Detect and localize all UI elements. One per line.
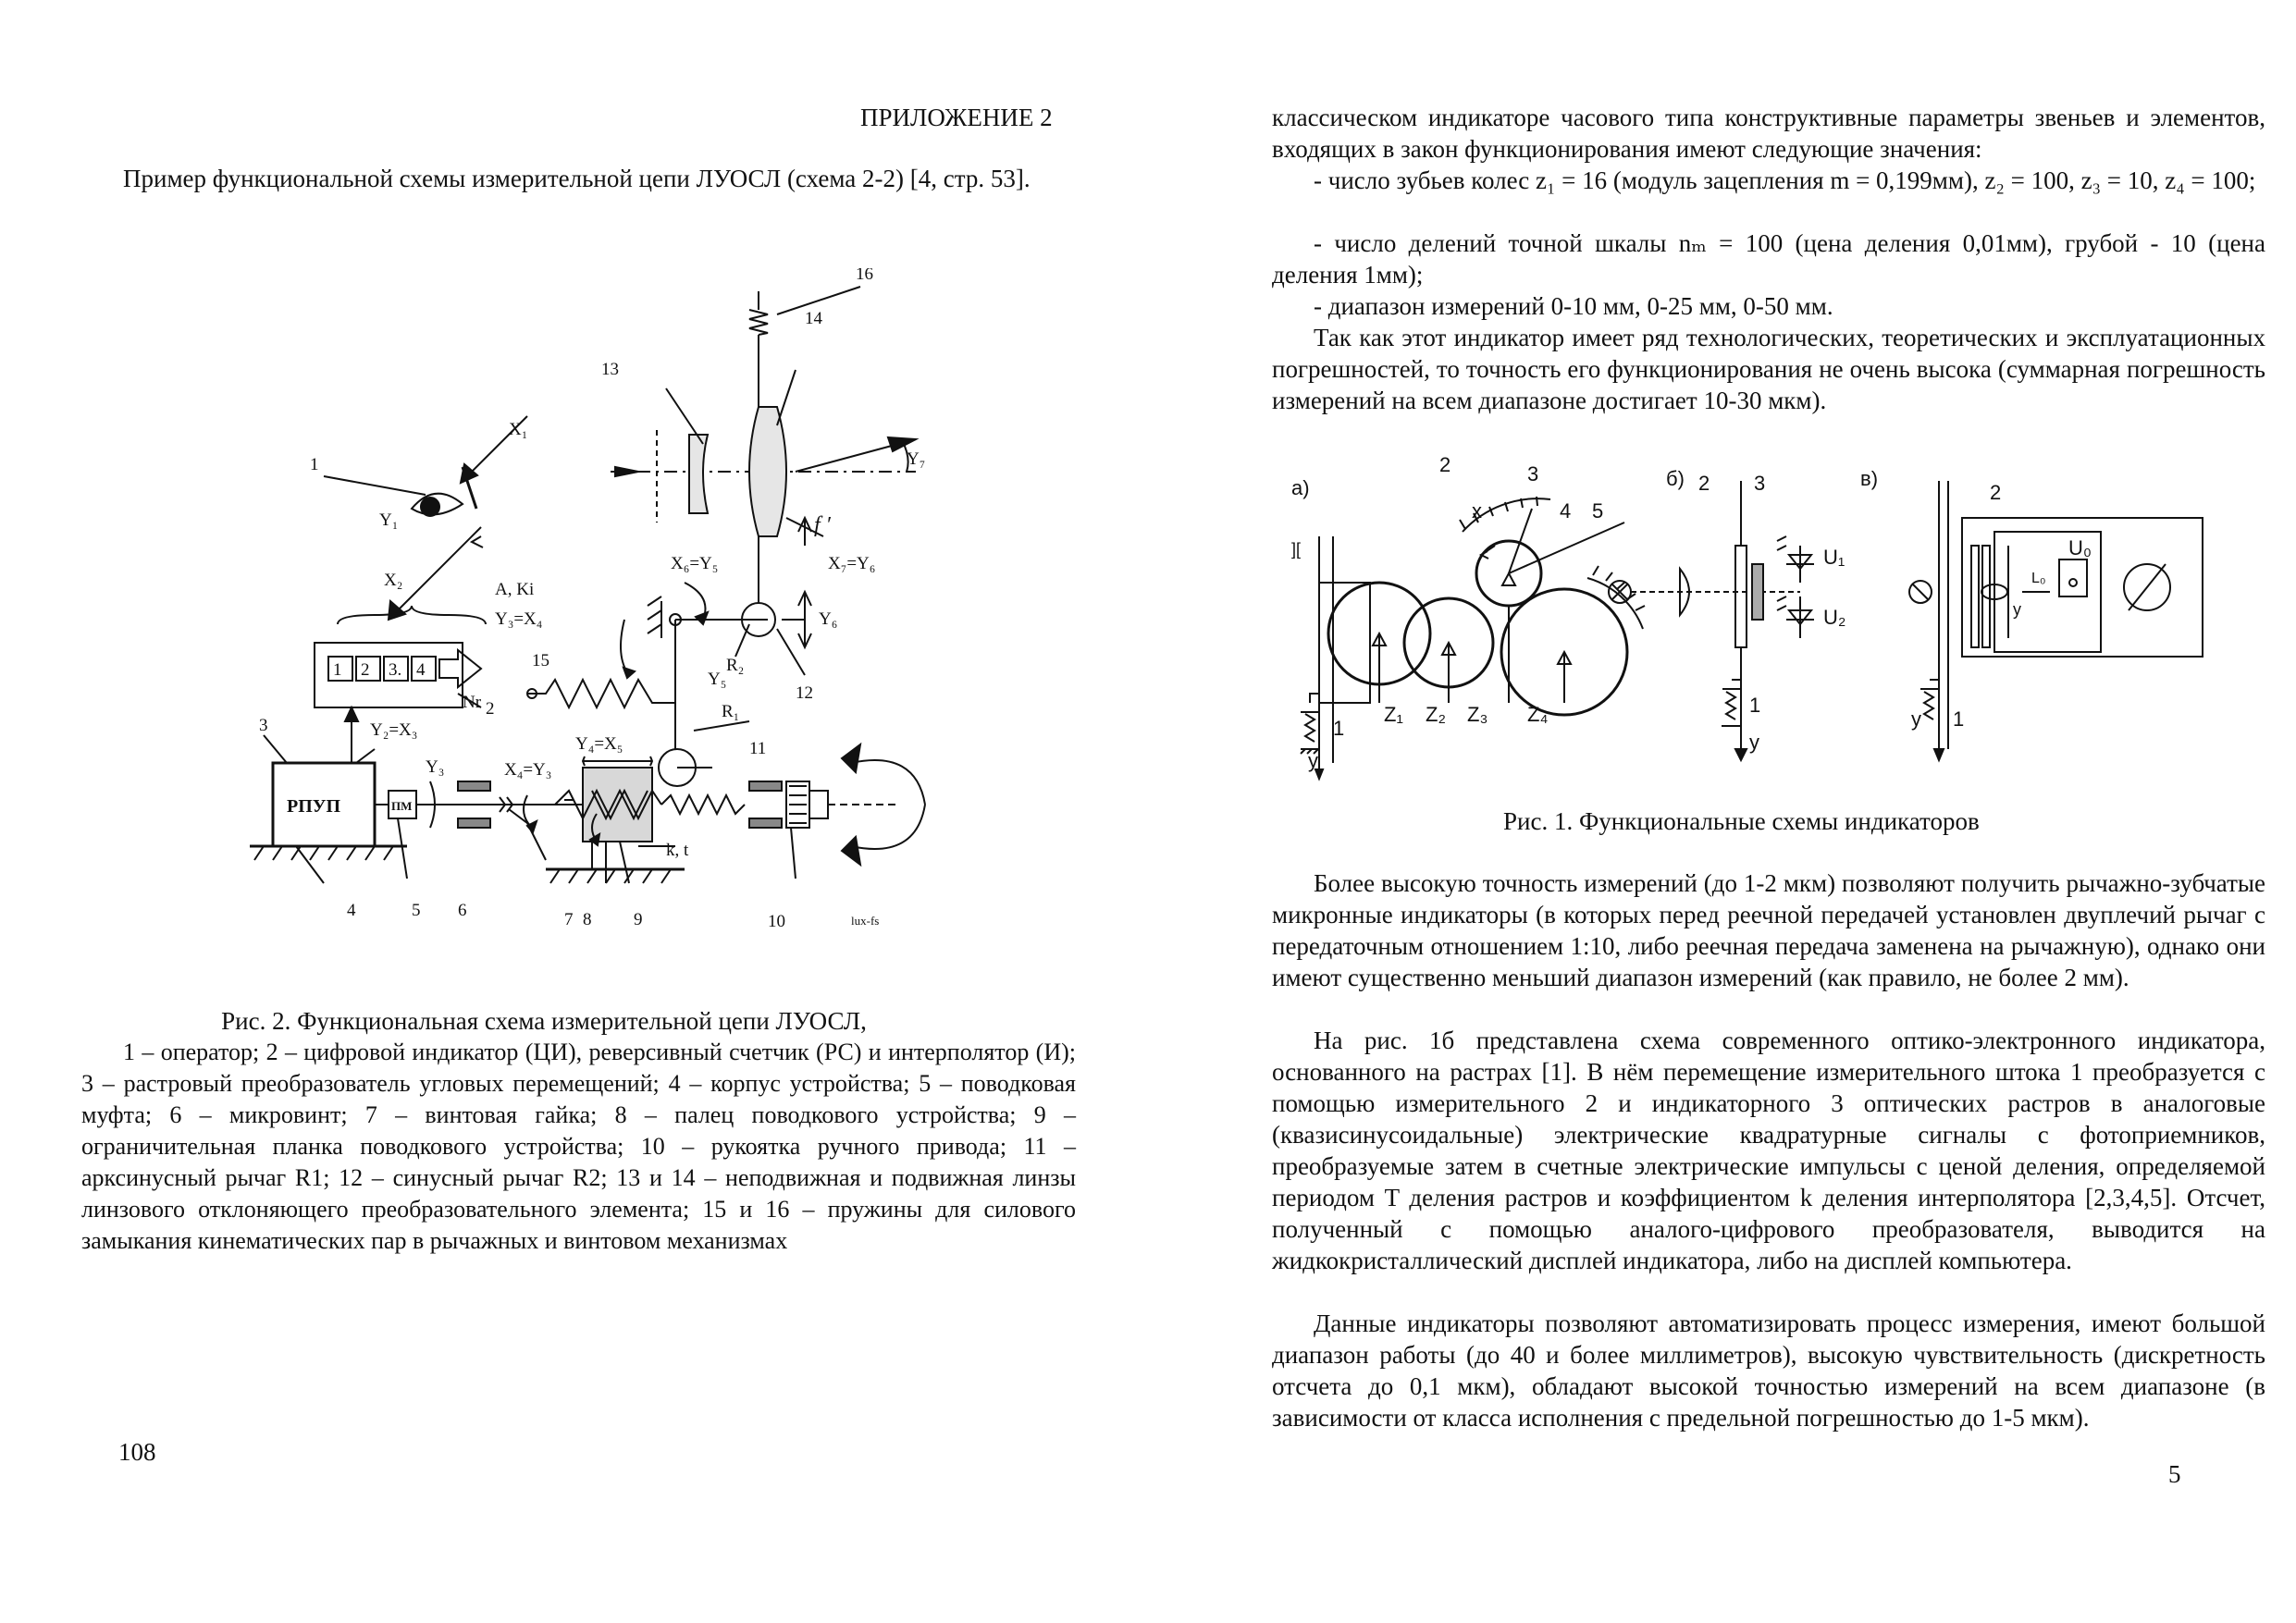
list-item-range: - диапазон измерений 0-10 мм, 0-25 мм, 0-50 мм. [1314,292,1833,320]
label-x7y6: X₇=Y₆ [828,554,876,573]
label-8: 8 [583,910,592,929]
v-label-u0: U₀ [2068,536,2092,559]
label-y4x5: Y₄=X₅ [575,734,623,754]
paragraph-1: классическом индикаторе часового типа конструктивные параметры звеньев и элементов, входящих в закон функционирования имеют следующие значения: [1272,104,2265,163]
appendix-header: ПРИЛОЖЕНИЕ 2 [860,104,1053,131]
figure-1-caption: Рис. 1. Функциональные схемы индикаторов [1503,807,1980,835]
paragraph-3: Более высокую точность измерений (до 1-2 мкм) позволяют получить рычажно-зубчатые микронные индикаторы (в которых перед реечной передачей установлен двуплечий рычаг с передаточным отношением 1:10, либо реечная передача заменена на рычажную), однако они имеют существенно меньший диапазон измерений (как правило, не более 2 мм). [1272,869,2265,991]
label-x6y5: X₆=Y₅ [671,554,719,573]
label-y7: Y₇ [907,449,926,469]
label-x1: X₁ [509,420,528,439]
digit-4: 4 [416,660,426,680]
label-x2: X₂ [384,571,403,590]
v-label-y-inner: y [2013,600,2021,619]
digit-2: 2 [361,660,370,680]
digit-1: 1 [333,660,342,680]
figure-signature: lux-fs [851,914,880,928]
a-label-3: 3 [1527,462,1539,486]
label-nr: Nr [463,693,482,712]
right-page [1148,0,2296,1623]
label-r1: R₁ [722,702,740,721]
label-y3x4: Y₃=X₄ [495,609,543,629]
label-y3: Y₃ [426,757,445,777]
page-number-left: 108 [118,1438,156,1466]
label-13: 13 [601,360,619,379]
label-12: 12 [796,683,813,703]
paragraph-2: Так как этот индикатор имеет ряд технологических, теоретических и эксплуатационных погрешностей, то точность его функционирования не очень высока (суммарная погрешность измерений на всем диапазоне достигает 10-30 мкм). [1272,324,2265,414]
list-item-scale: - число делений точной шкалы nₘ = 100 (цена деления 0,01мм), грубой - 10 (цена деления 1мм); [1272,229,2265,289]
label-3: 3 [259,716,268,735]
intro-paragraph: Пример функциональной схемы измерительной цепи ЛУОСЛ (схема 2-2) [4, стр. 53]. [123,165,1031,192]
b-label-1: 1 [1749,694,1761,717]
b-label-u1: U₁ [1823,546,1845,569]
a-label-y: y [1308,749,1318,772]
label-y2x3: Y₂=X₃ [370,720,418,740]
v-label-1: 1 [1953,707,1965,731]
b-label-y: y [1749,731,1759,754]
a-label-1: 1 [1333,717,1345,740]
figure-2-caption-body: 1 – оператор; 2 – цифровой индикатор (ЦИ), реверсивный счетчик (РС) и интерполятор (И); 3 – растровый преобразователь угловых перемещений; 4 – корпус устройства; 5 – поводковая муфта; 6 – микровинт; 7 – винтовая гайка; 8 – палец поводкового устройства; 9 – ограничительная планка поводкового устройства; 10 – рукоятка ручного привода; 11 – арксинусный рычаг R1; 12 – синусный рычаг R2; 13 и 14 – неподвижная и подвижная линзы линзового отклоняющего преобразовательного элемента; 15 и 16 – пружины для силового замыкания кинематических пар в рычажных и винтовом механизмах [81,1039,1076,1254]
subfig-b-label: б) [1666,467,1685,490]
a-label-x: x [1472,499,1482,523]
label-15: 15 [532,651,549,670]
label-y1: Y₁ [379,510,399,530]
v-label-2: 2 [1990,481,2002,504]
label-9: 9 [634,910,643,929]
list-item-gears: - число зубьев колес z₁ = 16 (модуль зацепления m = 0,199мм), z₂ = 100, z₃ = 10, z₄ = 100; [1314,166,2256,194]
paragraph-4: На рис. 1б представлена схема современного оптико-электронного индикатора, основанного на растрах [1]. В нём перемещение измерительного штока 1 преобразуется с помощью измерительного 2 и индикаторного 3 оптических растров в аналоговые (квазисинусоидальные) электрические квадратурные сигналы с фотоприемников, преобразуемые затем в счетные электрические импульсы с ценой деления, определяемой периодом T деления растров и коэффициентом k деления интерполятора [2,3,4,5]. Отсчет, полученный с помощью аналого-цифрового преобразователя, выводится на жидкокристаллический дисплей индикатора, либо на дисплей компьютера. [1272,1027,2265,1274]
a-label-z4: Z₄ [1527,703,1549,726]
subfig-a-label: а) [1291,476,1310,499]
label-14: 14 [805,309,822,328]
a-label-5: 5 [1592,499,1604,523]
label-f: f ′ [814,513,831,537]
b-label-3: 3 [1754,472,1766,495]
label-2: 2 [486,699,495,719]
label-5: 5 [412,901,421,920]
b-label-2: 2 [1698,472,1710,495]
label-6: 6 [458,901,467,920]
a-label-z2: Z₂ [1426,703,1446,726]
luosl-functional-scheme [250,268,953,953]
label-11: 11 [749,739,767,758]
label-x4y3: X₄=Y₃ [504,760,552,780]
b-label-u2: U₂ [1823,606,1846,629]
paragraph-5: Данные индикаторы позволяют автоматизировать процесс измерения, имеют большой диапазон работы (до 40 и более миллиметров), высокую чувствительность (дискретность отсчета до 0,1 мкм), обладают высокой точностью измерений на всем диапазоне (в зависимости от класса исполнения с предельной погрешностью до 1-5 мкм). [1272,1309,2265,1432]
label-kt: k, t [666,841,689,860]
label-4: 4 [347,901,356,920]
label-7: 7 [564,910,574,929]
subfig-v-label: в) [1860,467,1879,490]
page-number-right: 5 [2168,1460,2181,1488]
label-y5: Y₅ [708,670,727,689]
a-label-2: 2 [1439,453,1451,476]
figure-2-caption-title: Рис. 2. Функциональная схема измерительной цепи ЛУОСЛ, [221,1007,867,1035]
label-y6: Y₆ [819,609,838,629]
label-16: 16 [856,268,873,284]
v-label-y: y [1911,707,1921,731]
digit-3: 3. [389,660,402,680]
v-label-l0: L₀ [2031,571,2046,586]
a-label-z1: Z₁ [1384,703,1403,726]
indicator-schemes-figure [1282,444,2207,786]
label-10: 10 [768,912,785,931]
a-label-z3: Z₃ [1467,703,1488,726]
label-r2: R₂ [726,656,745,675]
guide-marker: ][ [1291,540,1302,559]
a-label-4: 4 [1560,499,1572,523]
label-a-ki: A, Ki [495,580,535,599]
label-rpup: РПУП [287,796,341,817]
label-pm: ПМ [391,799,413,813]
label-1: 1 [310,455,319,474]
